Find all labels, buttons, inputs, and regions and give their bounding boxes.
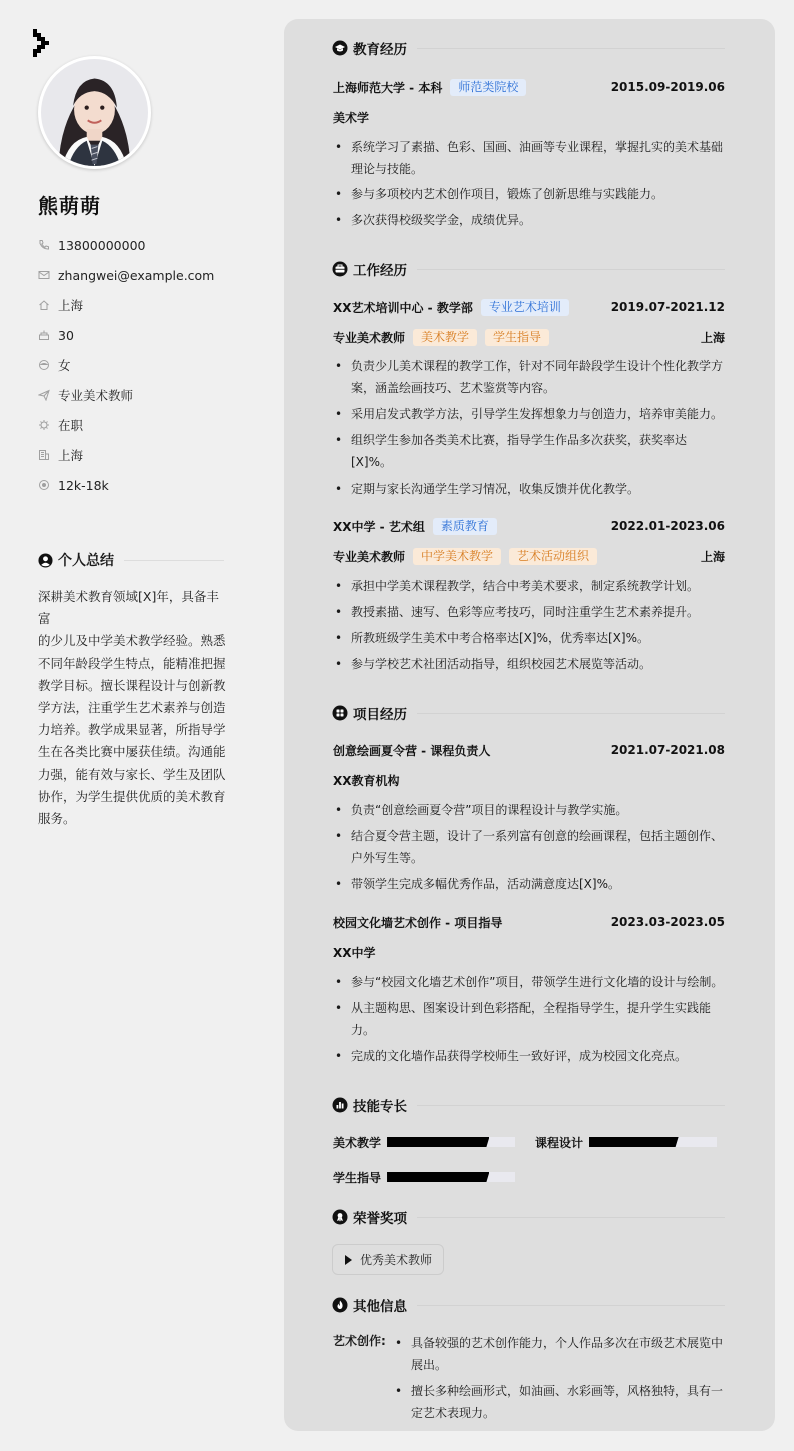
honor-label: 优秀美术教师 <box>360 1253 433 1267</box>
profile-name: 熊萌萌 <box>38 194 101 218</box>
resume-main-panel <box>284 19 775 1431</box>
skill-bar-fill <box>589 1137 679 1147</box>
project-bullet: • 参与“校园文化墙艺术创作”项目，带领学生进行文化墙的设计与绘制。 <box>333 971 725 993</box>
work-header <box>332 259 725 279</box>
flame-icon <box>332 1297 348 1313</box>
other-header <box>332 1295 725 1315</box>
other-label: 艺术创作: <box>333 1334 386 1348</box>
info-gender: 女 <box>58 358 71 373</box>
avatar-photo-icon <box>41 59 148 166</box>
summary-line: 力培养。教学成果显著，所指导学 <box>38 722 226 738</box>
honor-item <box>332 1244 444 1275</box>
info-row-target-city <box>38 440 248 470</box>
skill-name: 美术教学 <box>333 1135 382 1150</box>
bullet-line: • 组织学生参加各类美术比赛，指导学生作品多次获奖，获奖率达 <box>351 433 688 447</box>
education-bullet: • 多次获得校级奖学金，成绩优异。 <box>333 209 725 231</box>
job-role-tag: 艺术活动组织 <box>509 548 597 565</box>
age-icon <box>38 329 50 341</box>
project-row <box>333 741 725 759</box>
job-role-row <box>333 328 725 346</box>
info-row-city <box>38 290 248 320</box>
skill-bar <box>387 1137 515 1147</box>
summary-title: 个人总结 <box>58 553 114 569</box>
contact-info-list <box>38 230 248 500</box>
bullet-line: 户外写生等。 <box>351 851 424 865</box>
bullet-line: 案，涵盖绘画技巧、艺术鉴赏等内容。 <box>351 381 556 395</box>
send-icon <box>38 389 50 401</box>
other-divider <box>417 1305 725 1306</box>
bullet-line: 理论与技能。 <box>351 162 424 176</box>
job-date: 2022.01-2023.06 <box>610 519 725 533</box>
job-bullet: • 教授素描、速写、色彩等应考技巧，同时注重学生艺术素养提升。 <box>333 601 725 623</box>
project-bullet <box>333 825 725 869</box>
summary-header <box>38 550 224 570</box>
info-row-salary <box>38 470 248 500</box>
project-date: 2021.07-2021.08 <box>610 743 725 757</box>
work-divider <box>417 269 725 270</box>
bullet-line: • 结合夏令营主题，设计了一系列富有创意的绘画课程，包括主题创作、 <box>351 829 724 843</box>
left-column <box>0 0 262 1451</box>
mail-icon <box>38 269 50 281</box>
job-role-tag: 美术教学 <box>413 329 477 346</box>
job-row <box>333 298 725 316</box>
job-bullet: • 采用启发式教学方法，引导学生发挥想象力与创造力，培养审美能力。 <box>333 403 725 425</box>
project-name: 校园文化墙艺术创作 - 项目指导 <box>333 915 503 930</box>
play-icon <box>345 1255 352 1265</box>
job-tag: 专业艺术培训 <box>481 299 569 316</box>
project-org-row <box>333 771 725 789</box>
projects-title: 项目经历 <box>353 707 407 723</box>
honors-divider <box>417 1217 725 1218</box>
bullet-line: • 擅长多种绘画形式，如油画、水彩画等，风格独特，具有一 <box>411 1384 724 1398</box>
building-icon <box>38 449 50 461</box>
info-status: 在职 <box>58 418 84 433</box>
job-bullet: • 参与学校艺术社团活动指导，组织校园艺术展览等活动。 <box>333 653 725 675</box>
project-row <box>333 913 725 931</box>
salary-icon <box>38 479 50 491</box>
skill-name: 学生指导 <box>333 1170 382 1185</box>
skill-bar <box>589 1137 717 1147</box>
info-row-phone <box>38 230 248 260</box>
summary-line: 服务。 <box>38 811 76 827</box>
summary-text <box>38 586 228 830</box>
summary-line: 协作，为学生提供优质的美术教育 <box>38 788 226 804</box>
avatar <box>38 56 151 169</box>
info-phone: 13800000000 <box>58 237 146 253</box>
job-city: 上海 <box>700 549 725 564</box>
summary-line: 教学目标。擅长课程设计与创新教 <box>38 677 226 693</box>
work-title: 工作经历 <box>353 263 407 279</box>
job-company: XX中学 - 艺术组 <box>333 519 425 534</box>
info-email: zhangwei@example.com <box>58 267 215 283</box>
skill-name: 课程设计 <box>535 1135 584 1150</box>
job-row <box>333 517 725 535</box>
job-city: 上海 <box>700 330 725 345</box>
skills-title: 技能专长 <box>353 1099 407 1115</box>
phone-icon <box>38 239 50 251</box>
summary-line: 学方法，注重学生艺术素养与创造 <box>38 700 226 716</box>
gender-icon <box>38 359 50 371</box>
job-date: 2019.07-2021.12 <box>610 300 725 314</box>
education-date: 2015.09-2019.06 <box>610 80 725 94</box>
info-target-city: 上海 <box>58 448 84 463</box>
info-row-status <box>38 410 248 440</box>
bullet-line: • 系统学习了素描、色彩、国画、油画等专业课程，掌握扎实的美术基础 <box>351 140 724 154</box>
education-major-row <box>333 108 725 126</box>
info-position: 专业美术教师 <box>58 388 134 403</box>
bullet-line: • 具备较强的艺术创作能力，个人作品多次在市级艺术展览中 <box>411 1336 724 1350</box>
info-row-gender <box>38 350 248 380</box>
education-bullet: • 参与多项校内艺术创作项目，锻炼了创新思维与实践能力。 <box>333 183 725 205</box>
summary-line: 力强，能有效与家长、学生及团队 <box>38 766 226 782</box>
bar-chart-icon <box>332 1097 348 1113</box>
job-role-tag: 学生指导 <box>485 329 549 346</box>
education-row <box>333 78 725 96</box>
logo-icon <box>33 29 53 59</box>
job-role-row <box>333 547 725 565</box>
skill-item <box>535 1133 717 1151</box>
project-date: 2023.03-2023.05 <box>610 915 725 929</box>
briefcase-icon <box>332 261 348 277</box>
bullet-line: • 负责少儿美术课程的教学工作，针对不同年龄段学生设计个性化教学方 <box>351 359 724 373</box>
bullet-line: • 从主题构思、图案设计到色彩搭配，全程指导学生，提升学生实践能 <box>351 1001 712 1015</box>
summary-line: 不同年龄段学生特点，能精准把握 <box>38 655 226 671</box>
status-icon <box>38 419 50 431</box>
job-bullet <box>333 355 725 399</box>
info-city: 上海 <box>58 298 84 313</box>
job-tag: 素质教育 <box>433 518 497 535</box>
honors-title: 荣誉奖项 <box>353 1211 407 1227</box>
education-title: 教育经历 <box>353 42 407 58</box>
bullet-line: 定艺术表现力。 <box>411 1406 496 1420</box>
education-tag: 师范类院校 <box>450 79 526 96</box>
project-bullet: • 完成的文化墙作品获得学校师生一致好评，成为校园文化亮点。 <box>333 1045 725 1067</box>
project-org: XX中学 <box>333 945 376 960</box>
award-icon <box>332 1209 348 1225</box>
grid-icon <box>332 705 348 721</box>
skills-header <box>332 1095 725 1115</box>
summary-divider <box>124 560 224 561</box>
job-bullet: • 定期与家长沟通学生学习情况，收集反馈并优化教学。 <box>333 478 725 500</box>
other-bullet <box>393 1332 725 1376</box>
job-role: 专业美术教师 <box>333 330 406 345</box>
skill-bar-fill <box>387 1137 489 1147</box>
project-bullet: • 带领学生完成多幅优秀作品，活动满意度达[X]%。 <box>333 873 725 895</box>
project-org-row <box>333 943 725 961</box>
summary-line: 生在各类比赛中屡获佳绩。沟通能 <box>38 744 226 760</box>
education-header <box>332 38 725 58</box>
project-bullet <box>333 997 725 1041</box>
other-title: 其他信息 <box>353 1299 407 1315</box>
project-name: 创意绘画夏令营 - 课程负责人 <box>333 743 491 758</box>
skill-item <box>333 1133 515 1151</box>
summary-line: 的少儿及中学美术教学经验。熟悉 <box>38 633 226 649</box>
skills-divider <box>417 1105 725 1106</box>
job-bullet: • 承担中学美术课程教学，结合中考美术要求，制定系统教学计划。 <box>333 575 725 597</box>
honors-header <box>332 1207 725 1227</box>
info-row-age <box>38 320 248 350</box>
job-bullet: • 所教班级学生美术中考合格率达[X]%，优秀率达[X]%。 <box>333 627 725 649</box>
info-row-email <box>38 260 248 290</box>
bullet-line: 力。 <box>351 1023 376 1037</box>
projects-divider <box>417 713 725 714</box>
education-bullet <box>333 136 725 180</box>
job-bullet <box>333 429 725 473</box>
info-age: 30 <box>58 327 74 343</box>
job-role-tag: 中学美术教学 <box>413 548 501 565</box>
skill-item <box>333 1168 515 1186</box>
bullet-line: 展出。 <box>411 1358 448 1372</box>
bullet-line: [X]%。 <box>351 455 392 469</box>
info-salary: 12k-18k <box>58 477 109 493</box>
summary-line: 深耕美术教育领域[X]年，具备丰富 <box>38 589 219 627</box>
user-circle-icon <box>38 553 53 568</box>
other-bullet <box>393 1380 725 1424</box>
job-company: XX艺术培训中心 - 教学部 <box>333 300 473 315</box>
skill-bar-fill <box>387 1172 489 1182</box>
education-major: 美术学 <box>333 110 370 125</box>
home-icon <box>38 299 50 311</box>
project-org: XX教育机构 <box>333 773 400 788</box>
graduation-cap-icon <box>332 40 348 56</box>
info-row-position <box>38 380 248 410</box>
skill-bar <box>387 1172 515 1182</box>
education-divider <box>417 48 725 49</box>
projects-header <box>332 703 725 723</box>
job-role: 专业美术教师 <box>333 549 406 564</box>
education-school: 上海师范大学 - 本科 <box>333 80 443 95</box>
project-bullet: • 负责“创意绘画夏令营”项目的课程设计与教学实施。 <box>333 799 725 821</box>
